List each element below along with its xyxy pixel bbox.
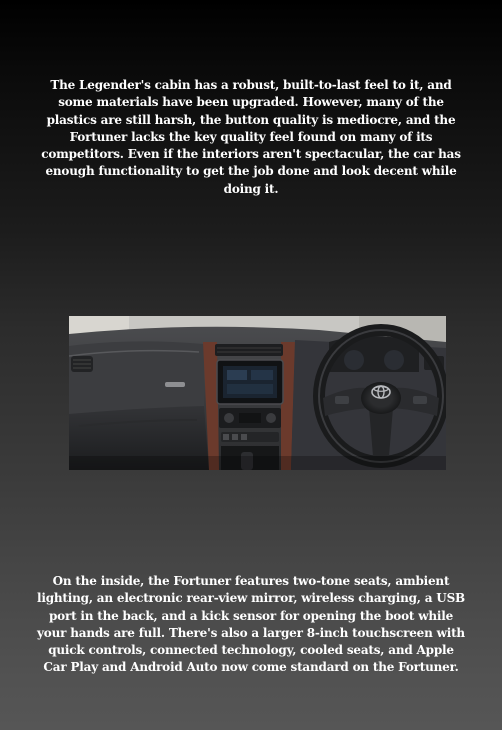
caption-top: The Legender's cabin has a robust, built-to-last feel to it, and some materials have been upgraded. However, many of the plastics are still harsh, the button quality is mediocre, and the Fortuner lacks the key quality feel found on many of its competitors. Even if the interiors aren't spectacular, the car has enough functionality to get the job done and look decent while doing it. bbox=[41, 78, 461, 196]
dashboard-illustration bbox=[69, 316, 446, 470]
cabin-photo bbox=[69, 316, 446, 470]
center-vents bbox=[215, 344, 283, 356]
caption-bottom: On the inside, the Fortuner features two-tone seats, ambient lighting, an electronic rear-view mirror, wireless charging, a USB port in the back, and a kick sensor for opening the boot while your hands are full. There's also a larger 8-inch touchscreen with quick controls, connected technology, cooled seats, and Apple Car Play and Android Auto now come standard on the Fortuner. bbox=[37, 574, 465, 675]
